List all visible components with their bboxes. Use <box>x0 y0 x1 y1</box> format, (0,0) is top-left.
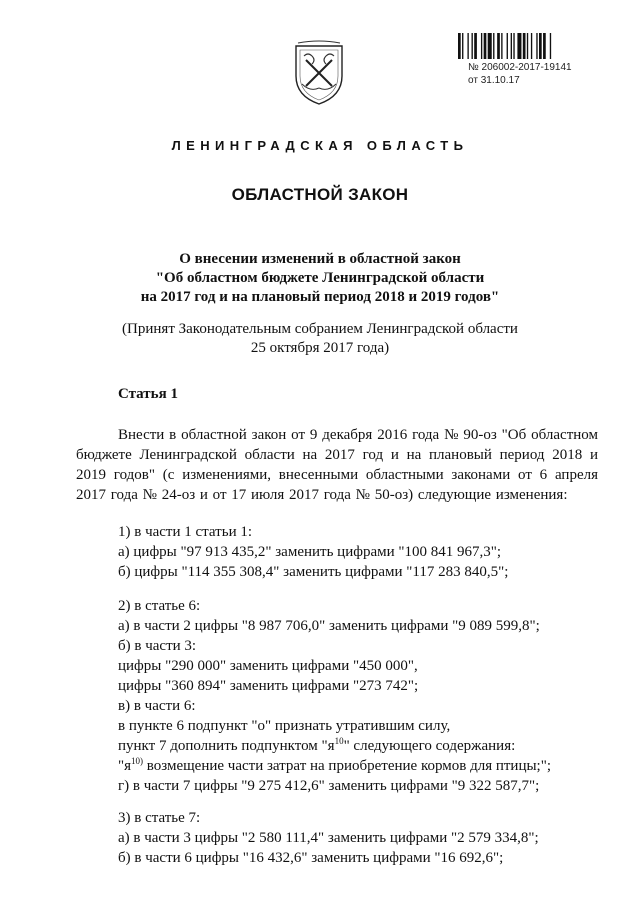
barcode-bar <box>531 33 532 59</box>
amendment-text: пункт 7 дополнить подпунктом "я <box>118 738 335 754</box>
amendment-line: цифры "290 000" заменить цифрами "450 000", <box>118 658 418 674</box>
article-intro-paragraph: Внести в областной закон от 9 декабря 2016 года № 90-оз "Об областном бюджете Ленинградской области на 2017 год и на плановый период 2018 и 2019 годов" (с изменениями, внесенными областными законами от 6 апреля 2017 года № 24-оз и от 17 июля 2017 года № 50-оз) следующие изменения: <box>76 427 598 503</box>
amendment-line: 1) в части 1 статьи 1: <box>118 524 253 540</box>
barcode-bar <box>472 33 473 59</box>
barcode-bar <box>536 33 537 59</box>
amendment-line: б) цифры "114 355 308,4" заменить цифрами "117 283 840,5"; <box>118 564 509 580</box>
registration-date: от 31.10.17 <box>468 75 520 86</box>
law-type-heading: ОБЛАСТНОЙ ЗАКОН <box>231 185 409 204</box>
superscript: 10) <box>131 756 144 766</box>
barcode-bar <box>497 33 500 59</box>
barcode-bar <box>507 33 508 59</box>
barcode-bar <box>488 33 492 59</box>
amendment-line: 3) в статье 7: <box>118 810 201 826</box>
barcode-bar <box>539 33 542 59</box>
superscript: 10 <box>334 736 344 746</box>
article-heading: Статья 1 <box>118 386 178 402</box>
amendment-line: 2) в статье 6: <box>118 598 201 614</box>
barcode-bar <box>458 33 461 59</box>
amendment-line: г) в части 7 цифры "9 275 412,6" заменить цифрами "9 322 587,7"; <box>118 778 540 794</box>
barcode-bar <box>481 33 482 59</box>
amendment-line: б) в части 3: <box>118 638 197 654</box>
amendment-line: б) в части 6 цифры "16 432,6" заменить цифрами "16 692,6"; <box>118 850 504 866</box>
barcode-bar <box>467 33 468 59</box>
barcode-bar <box>474 33 477 59</box>
barcode-bar <box>511 33 512 59</box>
barcode-bar <box>543 33 546 59</box>
amendment-line: а) в части 2 цифры "8 987 706,0" заменить цифрами "9 089 599,8"; <box>118 618 540 634</box>
amendment-line: в пункте 6 подпункт "о" признать утратившим силу, <box>118 718 451 734</box>
barcode-bar <box>513 33 514 59</box>
law-title-line-1: О внесении изменений в областной закон <box>179 251 461 267</box>
amendment-line: цифры "360 894" заменить цифрами "273 742"; <box>118 678 419 694</box>
barcode-bar <box>493 33 494 59</box>
amendment-line: а) в части 3 цифры "2 580 111,4" заменить цифрами "2 579 334,8"; <box>118 830 539 846</box>
amendment-text: "я <box>118 758 132 774</box>
amendment-line: а) цифры "97 913 435,2" заменить цифрами "100 841 967,3"; <box>118 544 502 560</box>
law-title-line-3: на 2017 год и на плановый период 2018 и 2019 годов" <box>140 289 500 305</box>
amendment-line <box>118 758 551 775</box>
adoption-note-line-1: (Принят Законодательным собранием Ленинградской области <box>122 321 518 337</box>
coat-of-arms-emblem <box>288 38 350 106</box>
registration-number: № 206002-2017-19141 <box>468 62 572 73</box>
amendment-text: возмещение части затрат на приобретение кормов для птицы;"; <box>143 758 552 774</box>
amendment-line: в) в части 6: <box>118 698 196 714</box>
barcode-bar <box>501 33 502 59</box>
law-title-line-2: "Об областном бюджете Ленинградской области <box>155 270 485 286</box>
barcode-bar <box>517 33 521 59</box>
region-heading: ЛЕНИНГРАДСКАЯ ОБЛАСТЬ <box>171 138 469 153</box>
barcode-bar <box>550 33 551 59</box>
amendment-line <box>118 738 515 755</box>
barcode-bar <box>484 33 487 59</box>
barcode-bar <box>523 33 526 59</box>
barcode <box>458 33 598 59</box>
adoption-note-line-2: 25 октября 2017 года) <box>250 340 390 356</box>
barcode-bar <box>527 33 528 59</box>
barcode-bar <box>462 33 463 59</box>
amendment-text: " следующего содержания: <box>343 738 516 754</box>
